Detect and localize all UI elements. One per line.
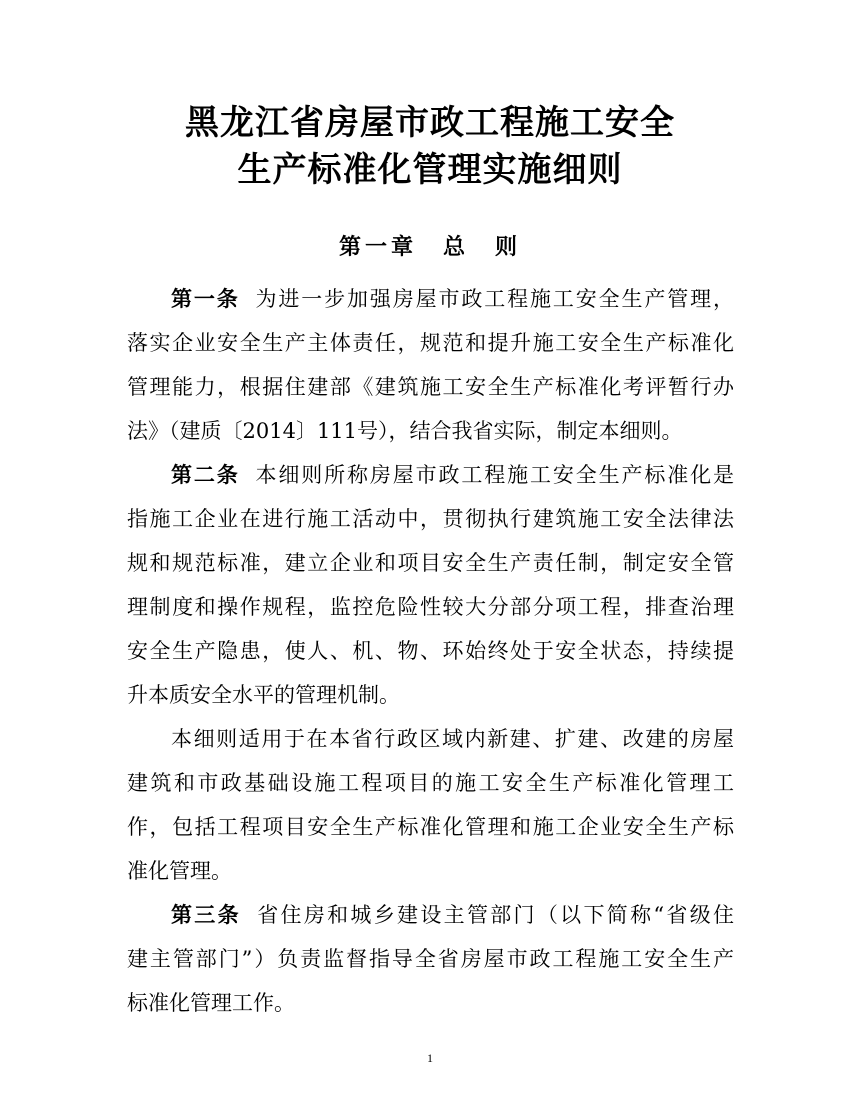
article-2-line-5: 安全生产隐患，使人、机、物、环始终处于安全状态，持续提 (127, 639, 734, 663)
chapter-heading (0, 233, 860, 263)
article-3-text-1: 省住房和城乡建设主管部门（以下简称“省级住 (254, 903, 734, 927)
article-2-label: 第二条 (171, 463, 240, 487)
scope-line-3: 作，包括工程项目安全生产标准化管理和施工企业安全生产标 (127, 815, 734, 839)
scope-line-2: 建筑和市政基础设施工程项目的施工安全生产标准化管理工 (127, 771, 734, 795)
article-1-line-3: 管理能力，根据住建部《建筑施工安全生产标准化考评暂行办 (127, 375, 734, 399)
article-1-label: 第一条 (171, 287, 240, 311)
article-2-line-2: 指施工企业在进行施工活动中，贯彻执行建筑施工安全法律法 (127, 507, 734, 531)
article-2-line-6: 升本质安全水平的管理机制。 (127, 683, 400, 707)
article-2-text-1: 本细则所称房屋市政工程施工安全生产标准化是 (253, 463, 734, 487)
article-1-line-2: 落实企业安全生产主体责任，规范和提升施工安全生产标准化 (127, 331, 734, 355)
chapter-number: 第一章 (338, 235, 417, 260)
article-3-line-1 (171, 893, 734, 937)
article-3-label: 第三条 (171, 903, 241, 927)
article-1-text-1: 为进一步加强房屋市政工程施工安全生产管理， (253, 287, 734, 311)
article-2-line-3: 规和规范标准，建立企业和项目安全生产责任制，制定安全管 (127, 551, 734, 575)
article-3-line-2: 建主管部门”）负责监督指导全省房屋市政工程施工安全生产 (127, 947, 734, 971)
article-2-line-1 (171, 453, 734, 497)
scope-line-1: 本细则适用于在本省行政区域内新建、扩建、改建的房屋 (171, 727, 734, 751)
article-1-line-1 (171, 277, 734, 321)
article-1-line-4: 法》（建质〔2014〕111号），结合我省实际，制定本细则。 (127, 419, 683, 443)
page-number: 1 (427, 1051, 433, 1065)
chapter-name: 总 则 (443, 235, 522, 260)
article-2-line-4: 理制度和操作规程，监控危险性较大分部分项工程，排查治理 (127, 595, 734, 619)
article-3-line-3: 标准化管理工作。 (127, 991, 295, 1015)
document-title-line-2: 生产标准化管理实施细则 (237, 150, 623, 190)
document-title-line-1: 黑龙江省房屋市政工程施工安全 (185, 103, 675, 143)
scope-line-4: 准化管理。 (127, 859, 232, 883)
